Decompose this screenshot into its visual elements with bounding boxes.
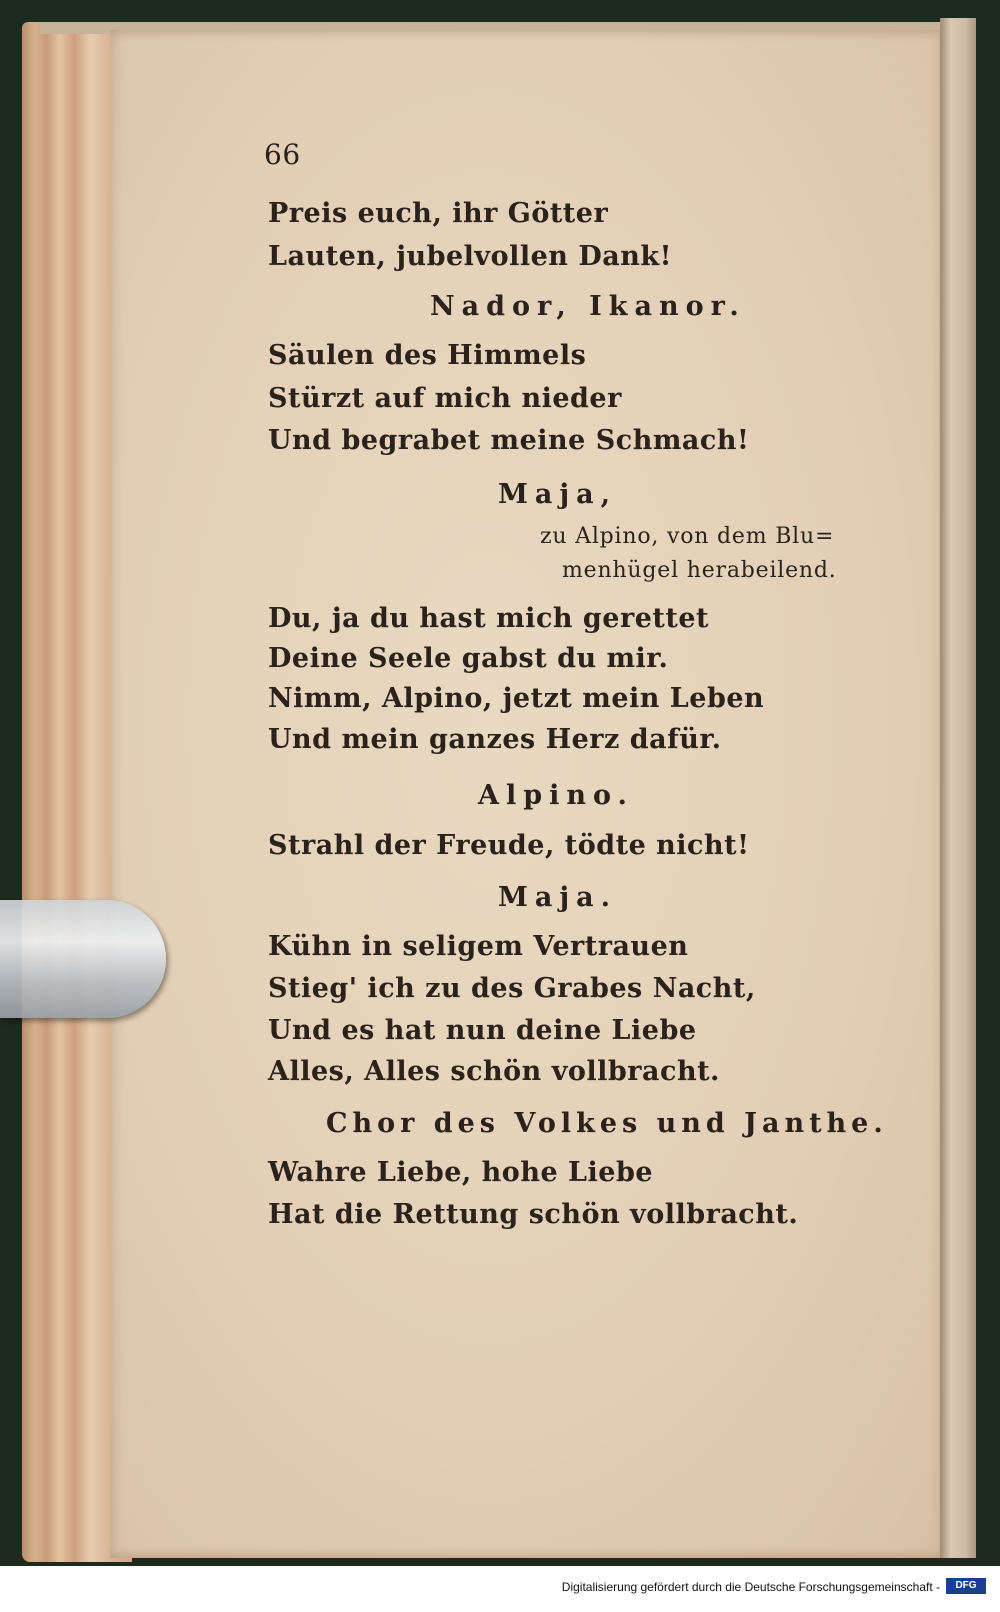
verse-line: Lauten, jubelvollen Dank!: [268, 241, 672, 272]
speaker-heading: Maja.: [498, 882, 618, 913]
verse-line: Du, ja du hast mich gerettet: [268, 603, 709, 634]
verse-line: Wahre Liebe, hohe Liebe: [268, 1157, 654, 1188]
footer-credit: Digitalisierung gefördert durch die Deutsche Forschungsgemeinschaft -: [561, 1580, 940, 1594]
speaker-heading: Alpino.: [478, 780, 634, 811]
verse-line: Nimm, Alpino, jetzt mein Leben: [268, 683, 765, 714]
stage-direction: zu Alpino, von dem Blu=: [540, 524, 835, 549]
verse-line: Und es hat nun deine Liebe: [268, 1015, 697, 1046]
verse-line: Stürzt auf mich nieder: [268, 383, 622, 414]
dfg-logo: DFG: [946, 1578, 986, 1594]
verse-line: Strahl der Freude, tödte nicht!: [268, 830, 750, 861]
speaker-heading: Chor des Volkes und Janthe.: [326, 1108, 888, 1139]
digitization-footer: [0, 1566, 1000, 1612]
verse-line: Alles, Alles schön vollbracht.: [268, 1056, 720, 1087]
verse-line: Hat die Rettung schön vollbracht.: [268, 1199, 799, 1230]
stage-direction: menhügel herabeilend.: [562, 558, 837, 583]
verse-line: Preis euch, ihr Götter: [268, 198, 609, 229]
verse-line: Und begrabet meine Schmach!: [268, 425, 750, 456]
speaker-heading: Maja,: [498, 479, 618, 510]
verse-line: Und mein ganzes Herz dafür.: [268, 724, 722, 755]
verse-line: Stieg' ich zu des Grabes Nacht,: [268, 973, 756, 1004]
verse-line: Deine Seele gabst du mir.: [268, 643, 669, 674]
speaker-heading: Nador, Ikanor.: [430, 291, 746, 322]
page-number: 66: [264, 138, 301, 171]
verse-line: Kühn in seligem Vertrauen: [268, 931, 689, 962]
verse-line: Säulen des Himmels: [268, 340, 587, 371]
